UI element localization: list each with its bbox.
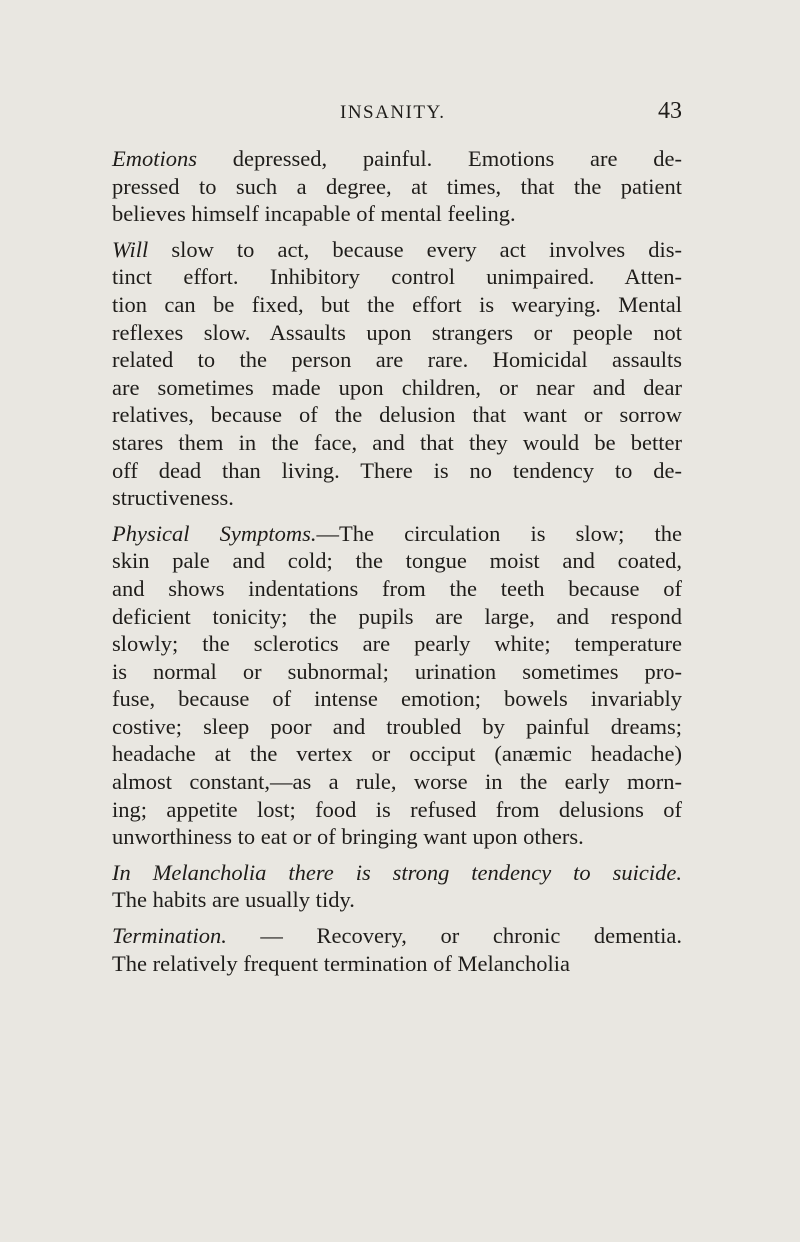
text-line: Emotions depressed, painful. Emotions are de- — [112, 146, 682, 171]
paragraph-will — [112, 236, 682, 512]
paragraph-lead: In Melancholia there is strong tendency to suicide. — [112, 859, 682, 885]
paragraph-emotions — [112, 145, 682, 228]
text-line: costive; sleep poor and troubled by painful dreams; — [112, 713, 682, 739]
text-line: Will slow to act, because every act involves dis- — [112, 236, 682, 262]
text-line: slowly; the sclerotics are pearly white; temperature — [112, 631, 682, 657]
paragraph-termination — [112, 922, 682, 977]
text-line: ing; appetite lost; food is refused from delusions of — [112, 796, 682, 822]
text-line: almost constant,—as a rule, worse in the early morn- — [112, 769, 682, 795]
text-line: structiveness. — [112, 485, 234, 511]
text-line: are sometimes made upon children, or near and dear — [112, 374, 682, 400]
text-line: related to the person are rare. Homicidal assaults — [112, 347, 682, 373]
text-line: off dead than living. There is no tendency to de- — [112, 457, 682, 483]
paragraph-physical-symptoms — [112, 520, 682, 851]
text-line: stares them in the face, and that they would be better — [112, 429, 682, 455]
paragraph-lead: Emotions — [112, 146, 198, 171]
text-line: unworthiness to eat or of bringing want upon others. — [112, 824, 584, 850]
body-text — [112, 145, 682, 985]
running-title: INSANITY. — [340, 102, 446, 123]
text-line: headache at the vertex or occiput (anæmic headache) — [112, 741, 682, 767]
text-line: skin pale and cold; the tongue moist and coated, — [112, 548, 682, 574]
paragraph-lead: Physical Symptoms. — [112, 520, 317, 546]
text-line: The relatively frequent termination of Melancholia — [112, 950, 570, 976]
text-line: The habits are usually tidy. — [112, 887, 355, 913]
text-line: relatives, because of the delusion that want or sorrow — [112, 402, 682, 428]
text-line: pressed to such a degree, at times, that the patient — [112, 173, 682, 199]
text-line: is normal or subnormal; urination sometimes pro- — [112, 658, 682, 684]
paragraph-lead: Will — [112, 236, 149, 262]
paragraph-lead: Termination. — [112, 923, 227, 949]
text-line: reflexes slow. Assaults upon strangers or people not — [112, 319, 682, 345]
text-line: believes himself incapable of mental feeling. — [112, 201, 516, 227]
paragraph-suicide-tendency — [112, 859, 682, 914]
text-line — [112, 859, 682, 887]
text-line: Termination. — Recovery, or chronic dementia. — [112, 923, 682, 949]
text-line: deficient tonicity; the pupils are large, and respond — [112, 603, 682, 629]
page-number: 43 — [658, 98, 682, 124]
text-line: Physical Symptoms.—The circulation is slow; the — [112, 520, 682, 546]
running-head — [112, 98, 682, 130]
text-line: and shows indentations from the teeth because of — [112, 575, 682, 601]
text-line: fuse, because of intense emotion; bowels invariably — [112, 686, 682, 712]
text-line: tion can be fixed, but the effort is wearying. Mental — [112, 291, 682, 317]
text-line: tinct effort. Inhibitory control unimpaired. Atten- — [112, 264, 682, 290]
